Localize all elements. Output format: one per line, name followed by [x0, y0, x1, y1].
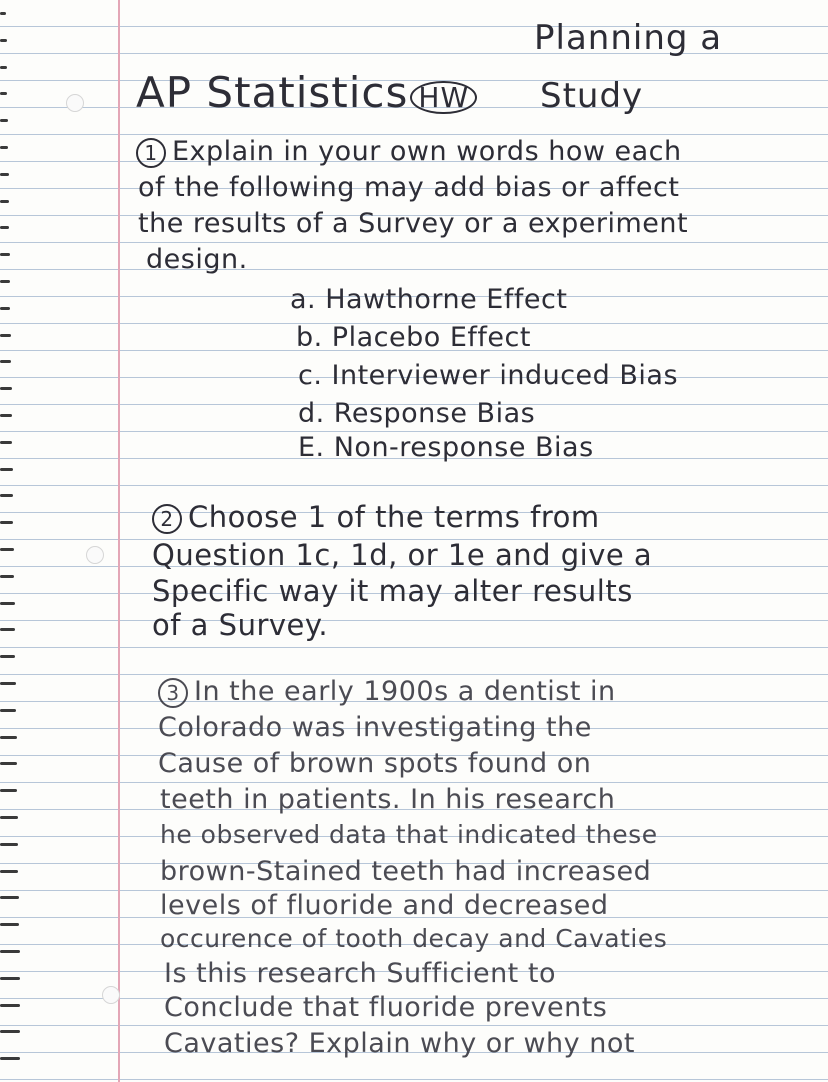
question3-line: Colorado was investigating the [158, 712, 592, 743]
binding-tick [0, 441, 12, 444]
question2-line [152, 500, 600, 534]
binding-tick [0, 334, 11, 337]
binding-tick [0, 521, 13, 524]
binding-tick [0, 977, 20, 980]
question3-line: Cause of brown spots found on [158, 748, 592, 779]
spiral-binding [0, 0, 26, 1082]
question2-line: Question 1c, 1d, or 1e and give a [152, 538, 653, 572]
binding-tick [0, 655, 15, 658]
punch-hole [86, 546, 104, 564]
question2-line: of a Survey. [152, 608, 329, 642]
binding-tick [0, 602, 15, 605]
binding-tick [0, 253, 10, 256]
binding-tick [0, 468, 13, 471]
question3-text: In the early 1900s a dentist in [194, 676, 616, 707]
question1-item: b. Placebo Effect [296, 322, 531, 353]
binding-tick [0, 950, 20, 953]
binding-tick [0, 414, 12, 417]
binding-tick [0, 816, 18, 819]
binding-tick [0, 736, 17, 739]
question3-line: occurence of tooth decay and Cavaties [160, 924, 668, 953]
binding-tick [0, 307, 10, 310]
punch-hole [66, 94, 84, 112]
question1-item: E. Non-response Bias [298, 432, 594, 463]
question-number: 1 [136, 138, 166, 168]
question3-line: Is this research Sufficient to [164, 958, 556, 989]
binding-tick [0, 870, 18, 873]
binding-tick [0, 146, 8, 149]
binding-tick [0, 896, 19, 899]
question3-line: Cavaties? Explain why or why not [164, 1028, 635, 1059]
question2-text: Choose 1 of the terms from [188, 500, 600, 534]
binding-tick [0, 575, 14, 578]
binding-tick [0, 387, 12, 390]
binding-tick [0, 360, 11, 363]
margin-line [118, 0, 120, 1082]
binding-tick [0, 200, 9, 203]
question3-line: levels of fluoride and decreased [160, 890, 609, 921]
binding-tick [0, 226, 9, 229]
title-right-line2: Study [540, 76, 644, 116]
title-right-line1: Planning a [534, 18, 723, 58]
binding-tick [0, 12, 6, 15]
question1-line: of the following may add bias or affect [138, 172, 680, 203]
binding-tick [0, 709, 16, 712]
binding-tick [0, 39, 7, 42]
question1-item: d. Response Bias [298, 398, 536, 429]
binding-tick [0, 682, 16, 685]
binding-tick [0, 1057, 20, 1060]
binding-tick [0, 762, 17, 765]
question3-line: he observed data that indicated these [160, 820, 658, 849]
binding-tick [0, 66, 7, 69]
binding-tick [0, 628, 15, 631]
question-number: 3 [158, 678, 188, 708]
question1-line [136, 136, 682, 168]
question-number: 2 [152, 504, 182, 534]
binding-tick [0, 548, 14, 551]
question1-item: a. Hawthorne Effect [290, 284, 568, 315]
binding-tick [0, 92, 7, 95]
title-left: AP Statistics [136, 68, 409, 117]
binding-tick [0, 789, 17, 792]
page-title [136, 68, 477, 117]
punch-hole [102, 986, 120, 1004]
question1-line: the results of a Survey or a experiment [138, 208, 689, 239]
binding-tick [0, 119, 8, 122]
question2-line: Specific way it may alter results [152, 574, 633, 608]
question1-item: c. Interviewer induced Bias [298, 360, 679, 391]
binding-tick [0, 843, 18, 846]
title-badge: HW [410, 81, 477, 114]
question3-line: brown-Stained teeth had increased [160, 856, 652, 887]
question1-text: Explain in your own words how each [172, 136, 682, 167]
binding-tick [0, 173, 9, 176]
question3-line: teeth in patients. In his research [160, 784, 616, 815]
binding-tick [0, 923, 19, 926]
binding-tick [0, 1030, 20, 1033]
question3-line: Conclude that fluoride prevents [164, 992, 608, 1023]
binding-tick [0, 1004, 20, 1007]
binding-tick [0, 280, 10, 283]
binding-tick [0, 494, 13, 497]
question3-line [158, 676, 616, 708]
question1-line: design. [146, 244, 248, 275]
